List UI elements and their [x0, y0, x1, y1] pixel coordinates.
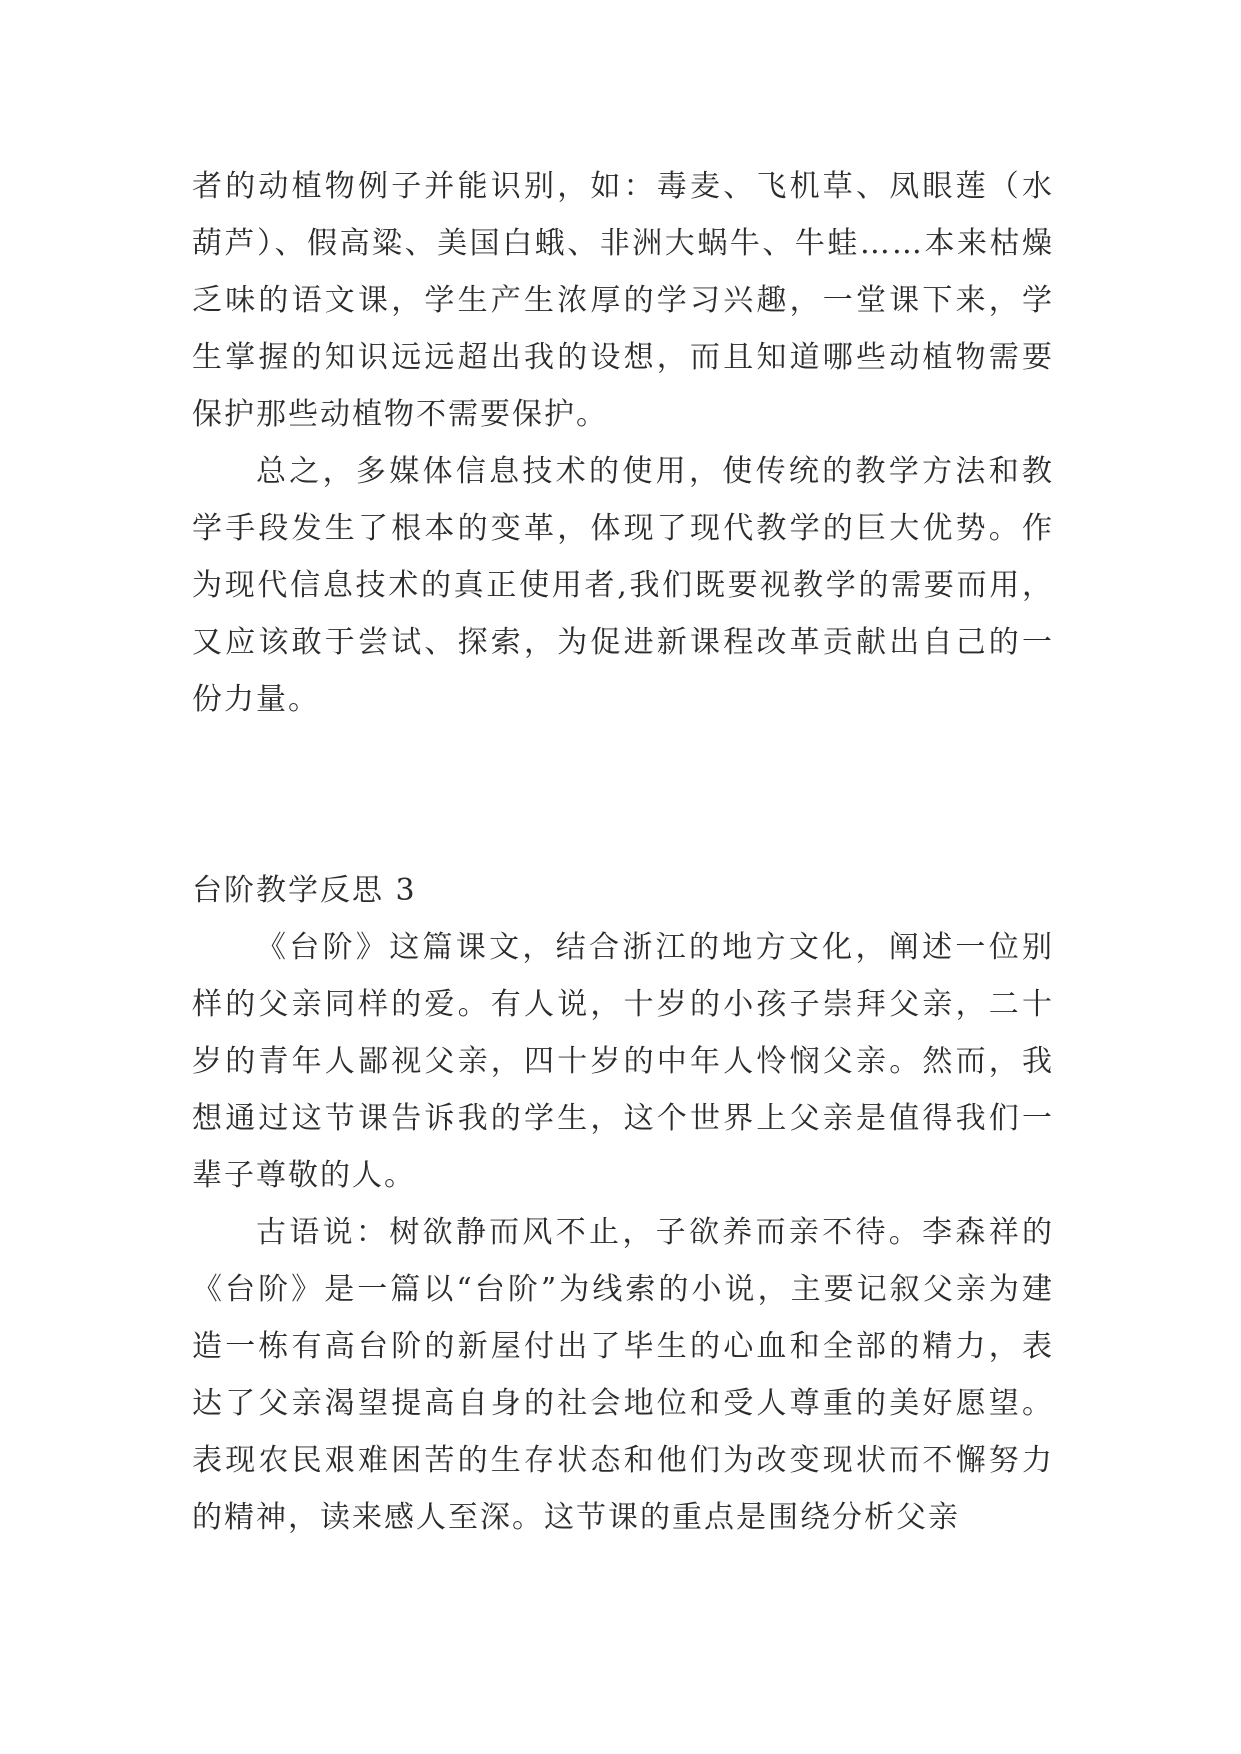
paragraph-intro: 《台阶》这篇课文，结合浙江的地方文化，阐述一位别样的父亲同样的爱。有人说，十岁的小孩子崇拜父亲，二十岁的青年人鄙视父亲，四十岁的中年人怜悯父亲。然而，我想通过这节课告诉我的学生，这个世界上父亲是值得我们一辈子尊敬的人。	[192, 930, 1054, 1193]
paragraph-conclusion: 总之，多媒体信息技术的使用，使传统的教学方法和教学手段发生了根本的变革，体现了现代教学的巨大优势。作为现代信息技术的真正使用者,我们既要视教学的需要而用，又应该敢于尝试、探索，为促进新课程改革贡献出自己的一份力量。	[192, 454, 1054, 717]
section-two-body	[192, 919, 1054, 1546]
paragraph-continuation: 者的动植物例子并能识别，如：毒麦、飞机草、凤眼莲（水葫芦）、假高粱、美国白蛾、非洲大蜗牛、牛蛙……本来枯燥乏味的语文课，学生产生浓厚的学习兴趣，一堂课下来，学生掌握的知识远远超出我的设想，而且知道哪些动植物需要保护那些动植物不需要保护。	[192, 169, 1054, 432]
section-one-body	[192, 158, 1054, 728]
paragraph-analysis: 古语说：树欲静而风不止，子欲养而亲不待。李森祥的《台阶》是一篇以“台阶”为线索的小说，主要记叙父亲为建造一栋有高台阶的新屋付出了毕生的心血和全部的精力，表达了父亲渴望提高自身的社会地位和受人尊重的美好愿望。表现农民艰难困苦的生存状态和他们为改变现状而不懈努力的精神，读来感人至深。这节课的重点是围绕分析父亲	[192, 1215, 1054, 1535]
section-heading: 台阶教学反思 3	[192, 873, 417, 908]
